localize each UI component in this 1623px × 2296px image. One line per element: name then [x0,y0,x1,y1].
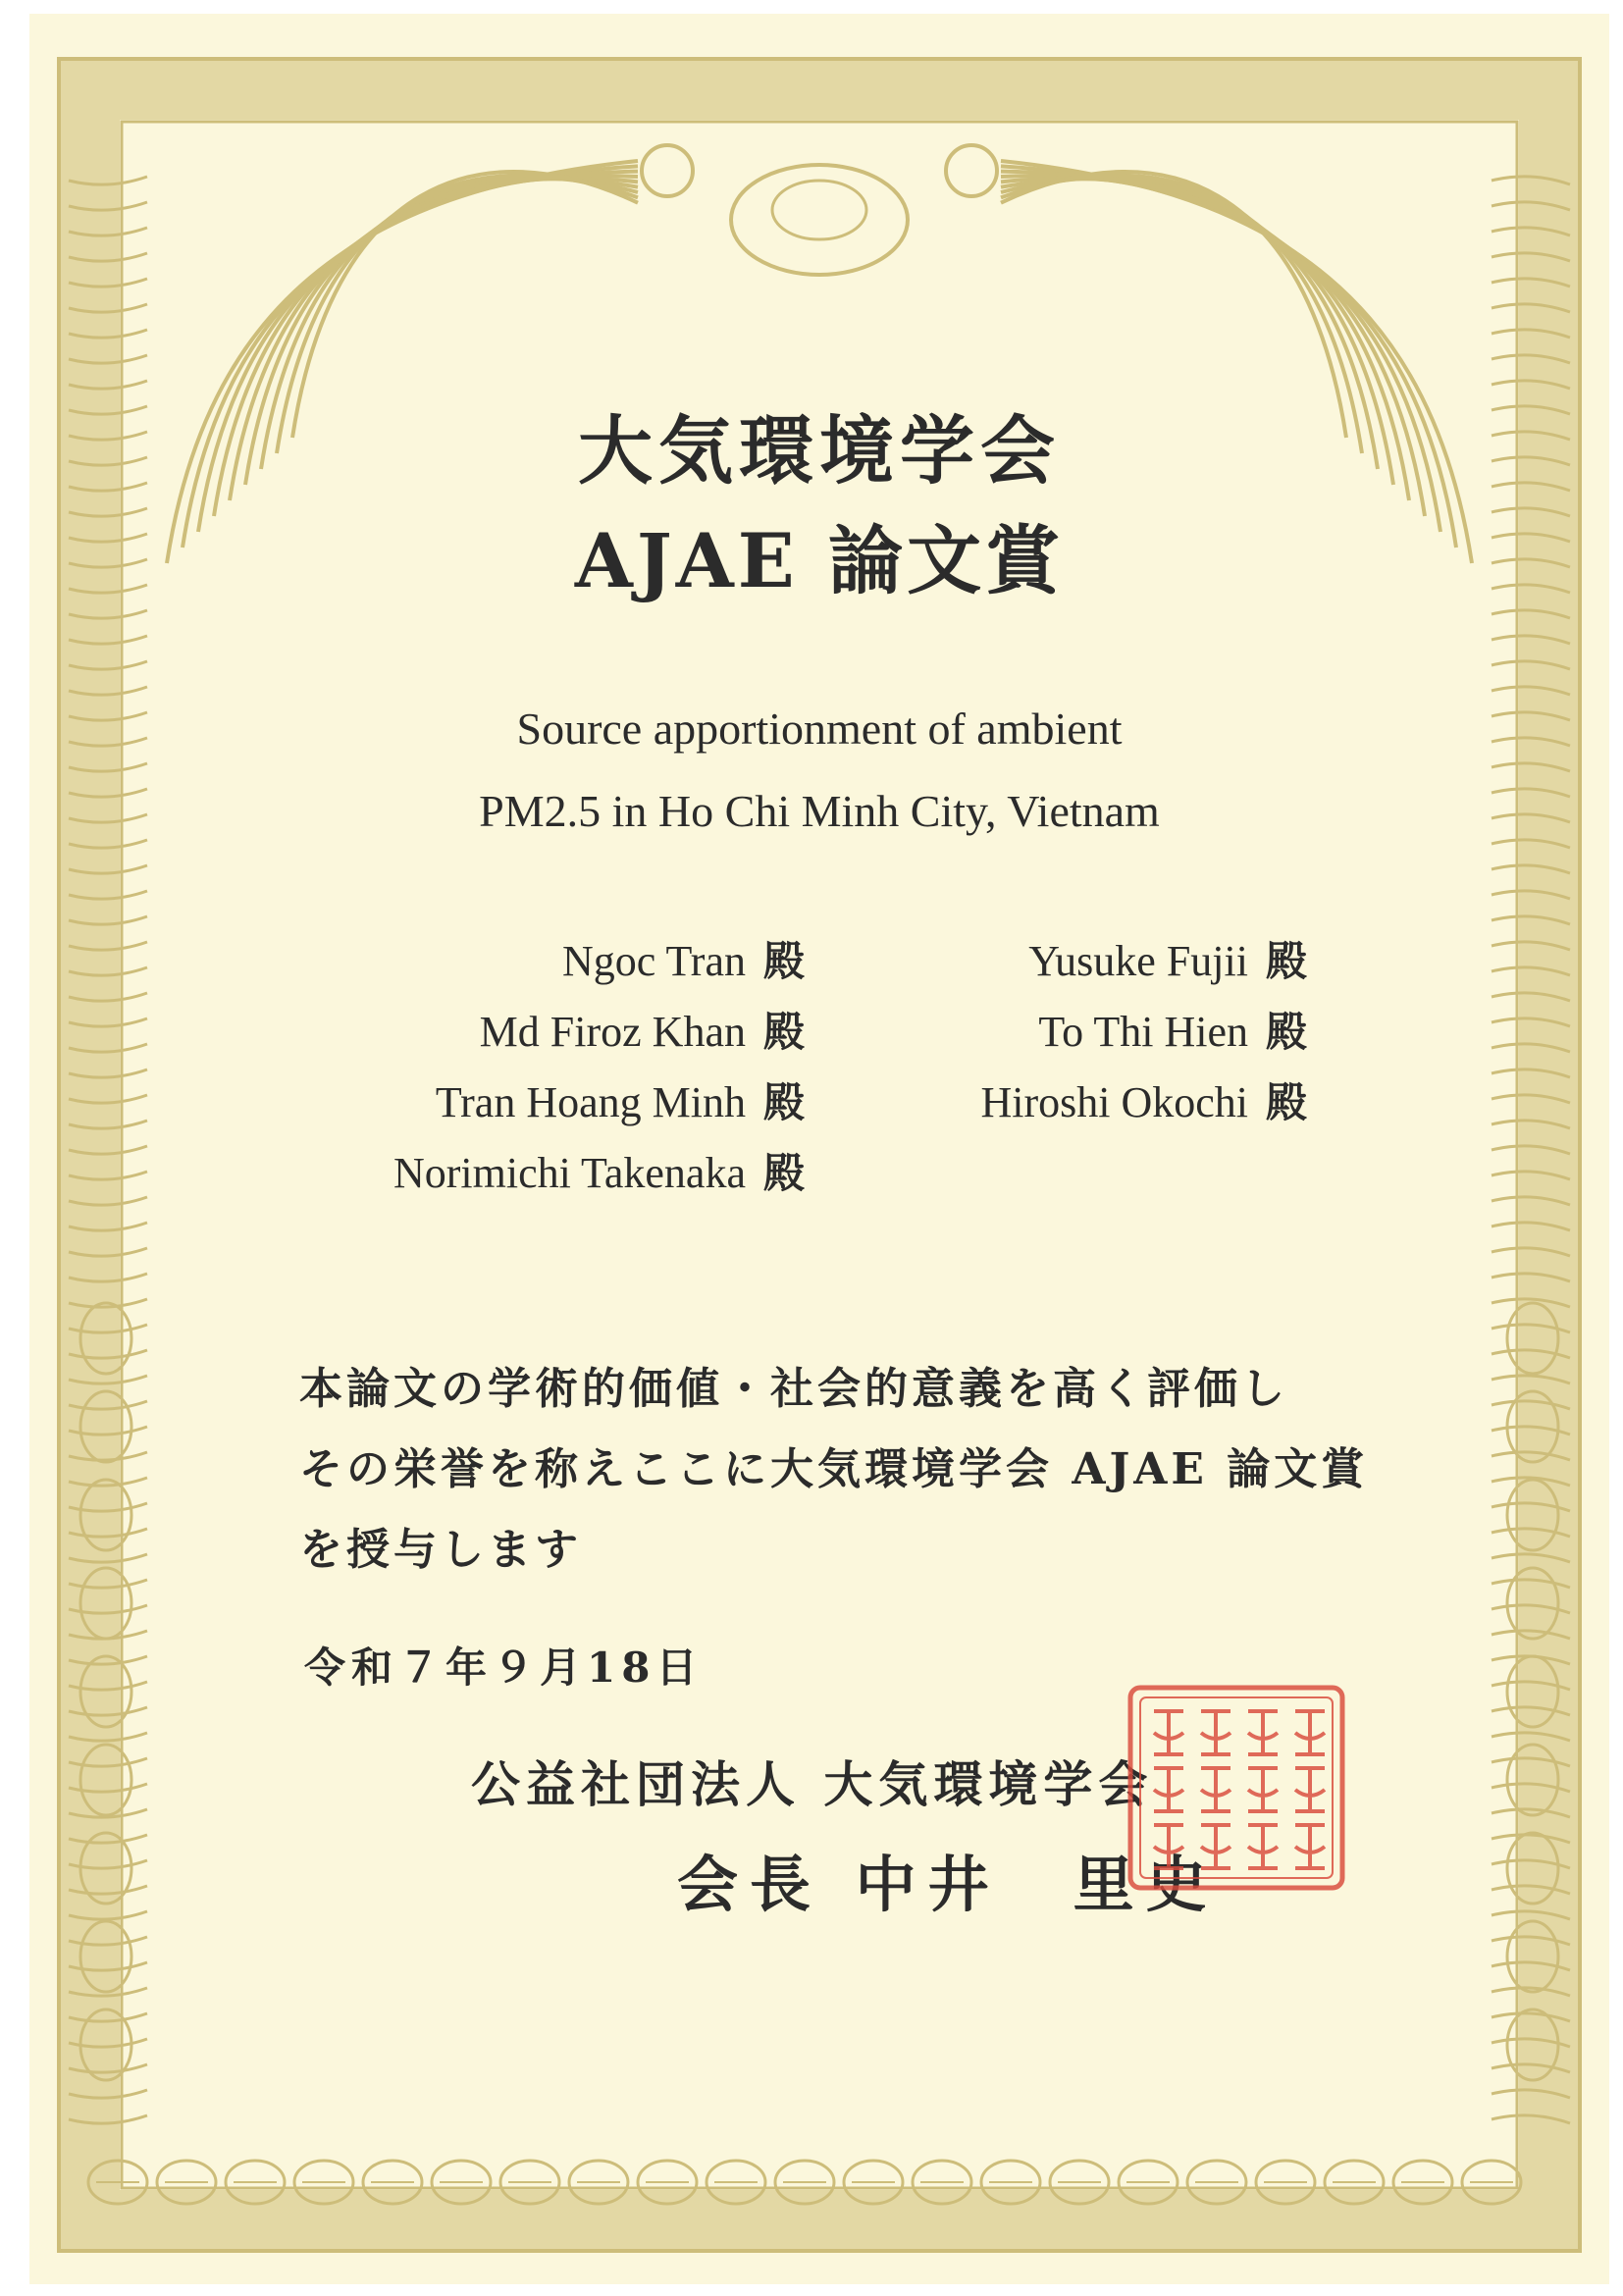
citation-line-1: 本論文の学術的価値・社会的意義を高く評価し [299,1364,1288,1414]
paper-title-line-2: PM2.5 in Ho Chi Minh City, Vietnam [479,786,1160,836]
official-seal-stamp [1125,1682,1348,1894]
paper-title-line-1: Source apportionment of ambient [516,704,1123,754]
certificate [29,14,1609,2284]
society-title: 大気環境学会 [578,407,1061,495]
award-title: AJAE 論文賞 [574,517,1065,604]
recipient: Norimichi Takenaka 殿 [393,1149,805,1197]
recipient: Hiroshi Okochi 殿 [980,1078,1307,1126]
award-date: 令和７年９月18日 [304,1644,704,1692]
recipient: To Thi Hien 殿 [1038,1008,1307,1056]
recipient: Tran Hoang Minh 殿 [435,1078,805,1126]
president-signature: 会長 中井 里史 [677,1849,1219,1920]
citation-line-3: を授与します [299,1525,582,1575]
recipient: Ngoc Tran 殿 [561,937,805,985]
recipient: Md Firoz Khan 殿 [479,1008,805,1056]
organization-name: 公益社団法人 大気環境学会 [471,1755,1154,1813]
recipient: Yusuke Fujii 殿 [1028,937,1307,985]
ornamental-border [29,14,1609,2284]
citation-line-2: その栄誉を称えここに大気環境学会 AJAE 論文賞 [299,1444,1369,1494]
